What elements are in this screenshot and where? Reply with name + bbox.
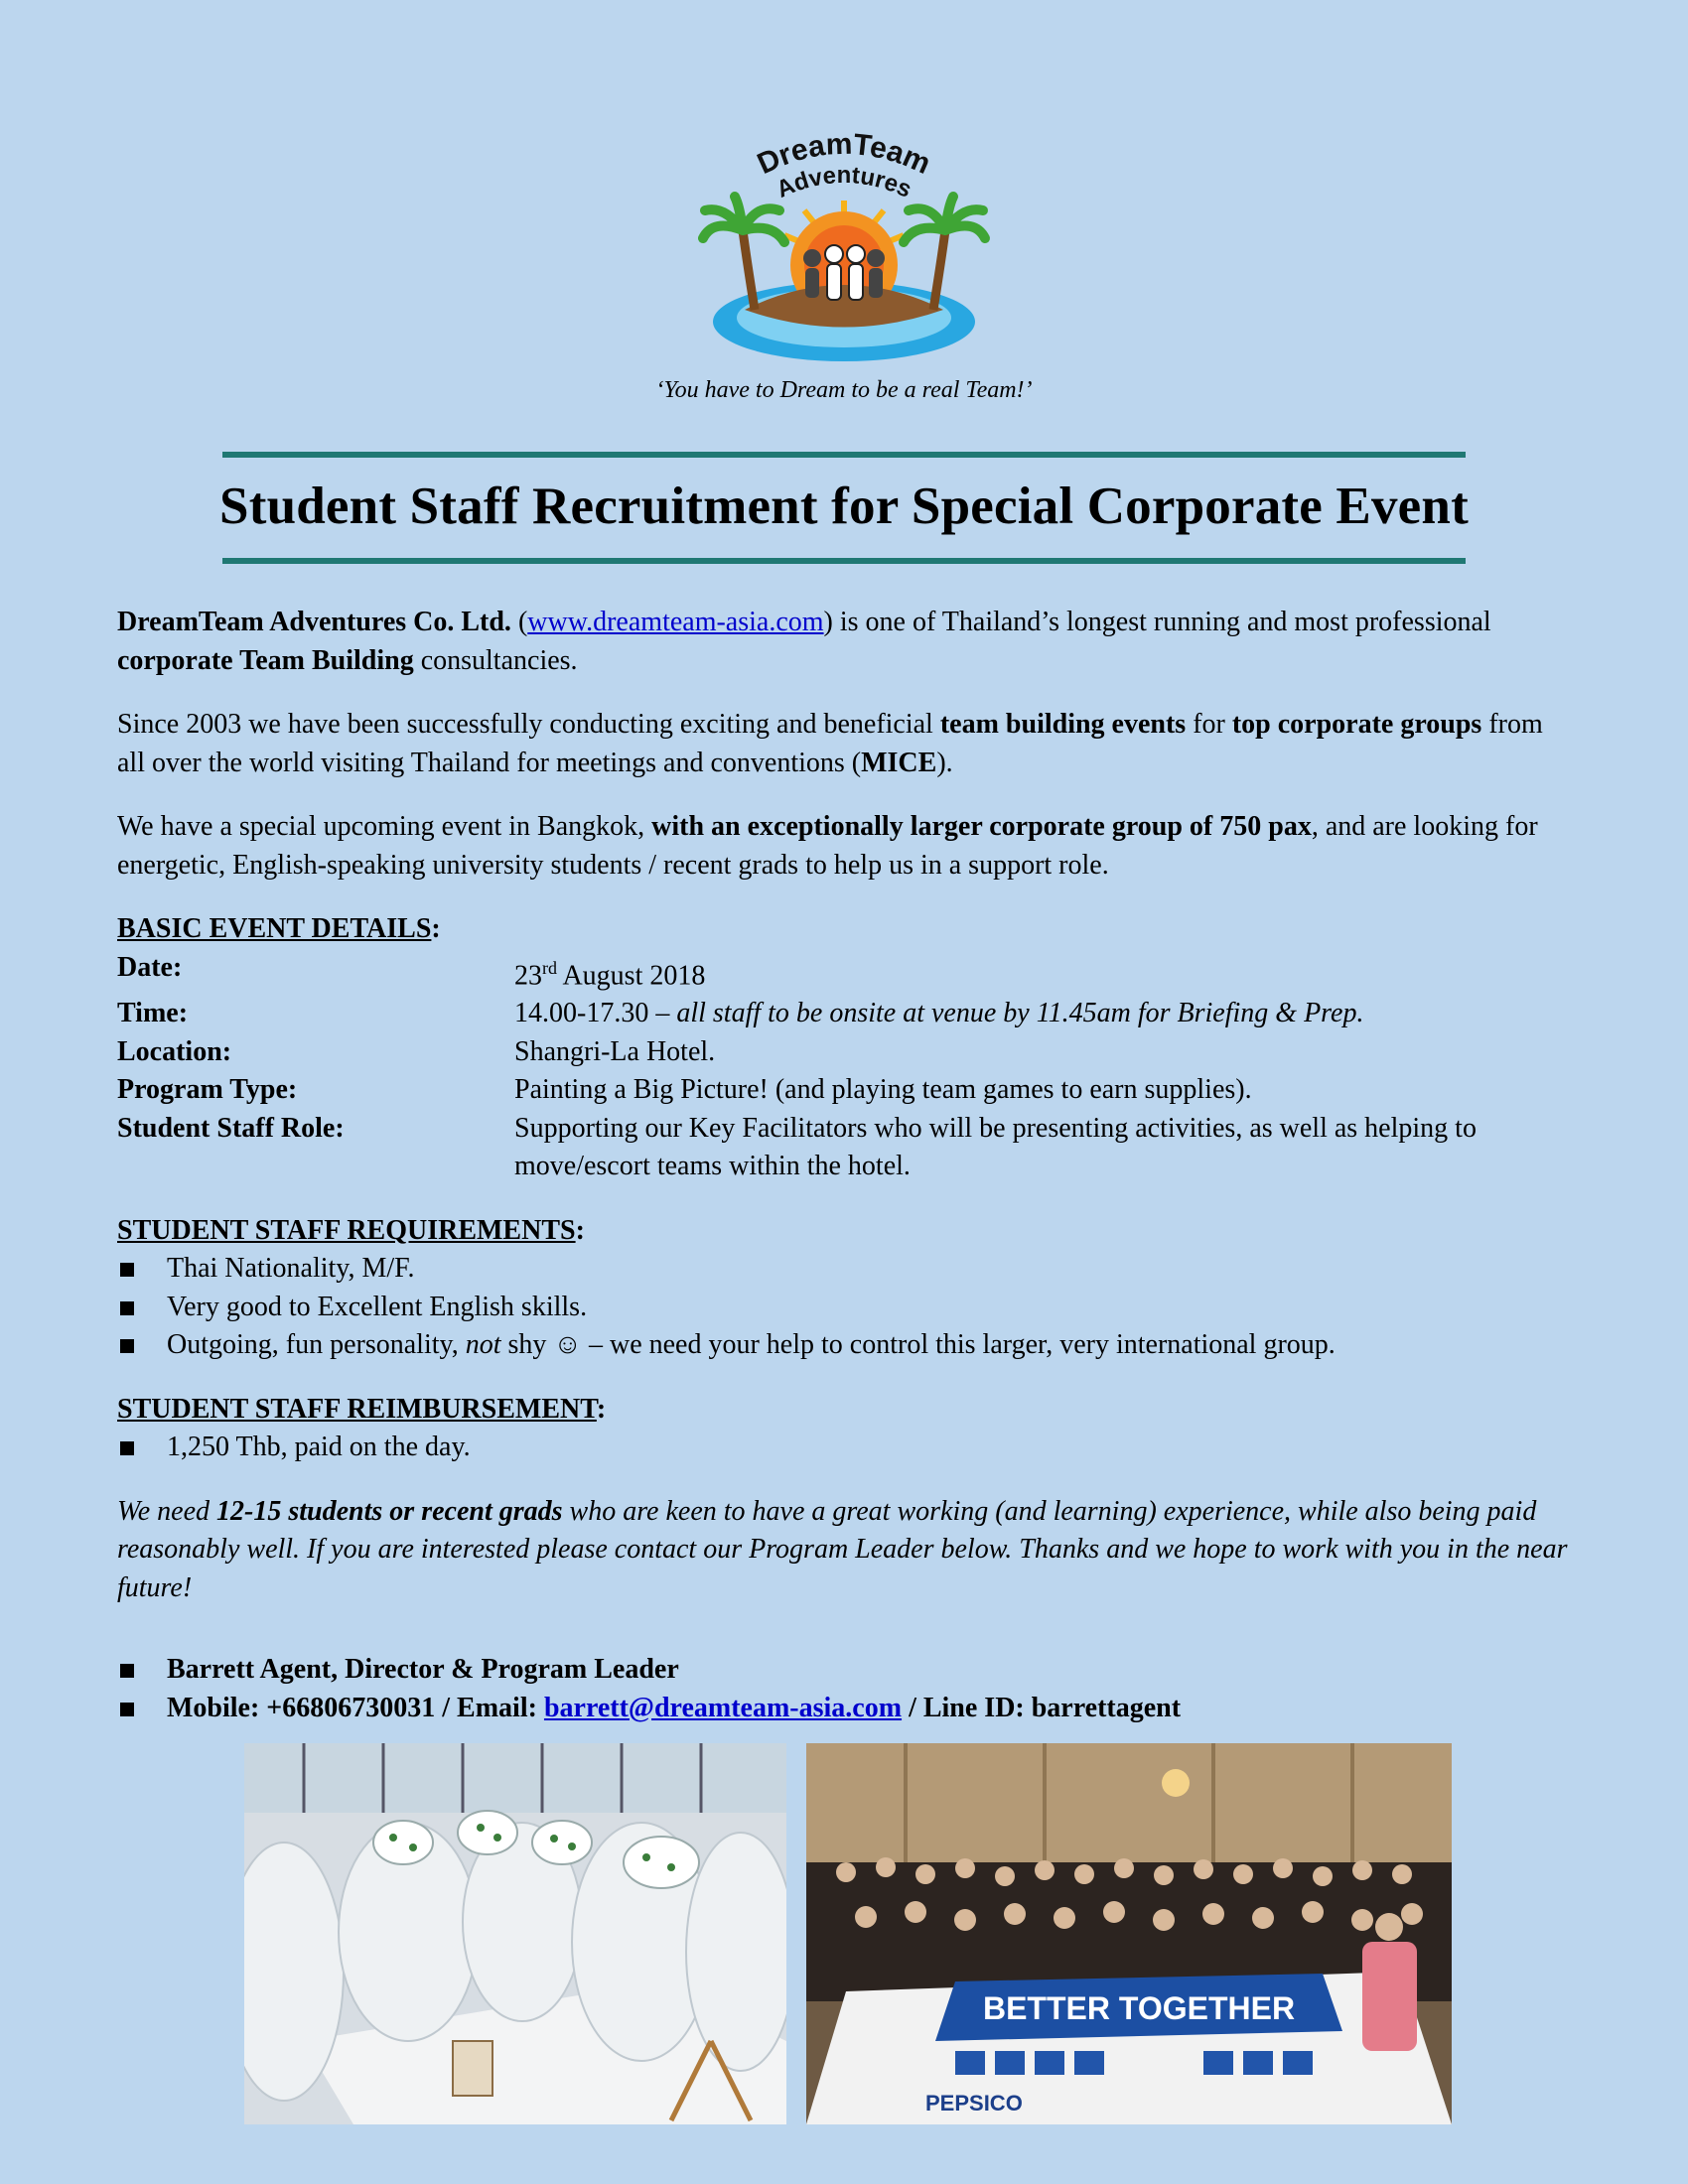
since-text-1: Since 2003 we have been successfully conducting exciting and beneficial <box>117 709 940 740</box>
requirements-heading-colon: : <box>575 1214 585 1246</box>
contact-name: Barrett Agent, Director & Program Leader <box>167 1654 679 1686</box>
date-day: 23 <box>514 959 542 991</box>
since-text-3: from all over the world visiting Thailand for meetings and conventions ( <box>117 709 1543 778</box>
intro-text-c: consultancies. <box>413 644 578 676</box>
requirement-text: Very good to Excellent English skills. <box>167 1291 588 1322</box>
contact-mobile: Mobile: +66806730031 / Email: <box>167 1692 544 1723</box>
location-label: Location: <box>117 1035 232 1067</box>
list-item <box>117 1289 1577 1327</box>
photo-students-painting <box>244 1743 786 2124</box>
details-row-date <box>117 949 1577 996</box>
requirements-heading: STUDENT STAFF REQUIREMENTS <box>117 1214 576 1246</box>
flyer-content <box>117 604 1577 1753</box>
closing-text-1: We need <box>117 1495 217 1527</box>
reimbursement-list <box>117 1429 1577 1467</box>
list-item <box>117 1326 1577 1365</box>
square-bullet-icon <box>120 1339 134 1353</box>
since-bold-3: MICE <box>861 747 937 778</box>
contact-line-id: / Line ID: barrettagent <box>902 1692 1182 1723</box>
details-row-time <box>117 995 1577 1033</box>
title-rule-bottom <box>222 558 1466 564</box>
requirements-section <box>117 1212 1577 1365</box>
tagline: ‘You have to Dream to be a real Team!’ <box>655 377 1033 403</box>
square-bullet-icon <box>120 1301 134 1315</box>
reimbursement-heading: STUDENT STAFF REIMBURSEMENT <box>117 1393 597 1425</box>
reimbursement-text: 1,250 Thb, paid on the day. <box>167 1432 471 1463</box>
requirement-text-italic: not <box>465 1329 501 1361</box>
time-note: all staff to be onsite at venue by 11.45am for Briefing & Prep. <box>676 998 1364 1029</box>
details-section <box>117 910 1577 1186</box>
details-heading: BASIC EVENT DETAILS <box>117 913 432 944</box>
details-table <box>117 949 1577 1186</box>
since-text-2: for <box>1186 709 1232 740</box>
requirement-text: Thai Nationality, M/F. <box>167 1253 415 1285</box>
photo-banner-text: BETTER TOGETHER <box>982 1990 1296 2026</box>
intro-bold-team-building: corporate Team Building <box>117 644 414 676</box>
intro-text-a: ( <box>510 607 528 637</box>
upcoming-text-1: We have a special upcoming event in Bangkok, <box>117 811 652 842</box>
since-bold-2: top corporate groups <box>1231 709 1482 740</box>
intro-text-b: ) is one of Thailand’s longest running and most professional <box>823 607 1491 637</box>
intro-paragraph <box>117 604 1577 680</box>
square-bullet-icon <box>120 1703 134 1716</box>
closing-bold: 12-15 students or recent grads <box>216 1495 563 1527</box>
upcoming-paragraph <box>117 808 1577 885</box>
since-paragraph <box>117 706 1577 782</box>
date-label: Date: <box>117 951 183 983</box>
closing-paragraph <box>117 1493 1577 1608</box>
photo-brand-text: PEPSICO <box>925 2091 1023 2116</box>
time-range: 14.00-17.30 – <box>514 998 677 1029</box>
role-label: Student Staff Role: <box>117 1112 345 1144</box>
list-item <box>117 1651 1577 1690</box>
email-link[interactable]: barrett@dreamteam-asia.com <box>543 1692 903 1723</box>
square-bullet-icon <box>120 1441 134 1455</box>
details-row-role <box>117 1110 1577 1186</box>
requirements-list <box>117 1250 1577 1365</box>
logo-text-line2: Adventures <box>773 162 916 204</box>
program-label: Program Type: <box>117 1074 298 1106</box>
requirement-text: shy ☺ – we need your help to control this larger, very international group. <box>500 1329 1336 1361</box>
time-value <box>514 995 1577 1033</box>
date-rest: August 2018 <box>557 959 706 991</box>
dreamteam-logo <box>695 111 993 371</box>
date-suffix: rd <box>542 957 557 978</box>
time-label: Time: <box>117 998 189 1029</box>
logo-text-line1: DreamTeam <box>752 127 935 182</box>
photo-group-event <box>806 1743 1452 2124</box>
contact-list <box>117 1651 1577 1727</box>
upcoming-bold-1: with an exceptionally larger corporate group of 750 pax <box>651 811 1312 842</box>
title-rule-top <box>222 452 1466 458</box>
upcoming-text-2: , and are looking for energetic, English-speaking university students / recent grads to help us in a support role. <box>117 811 1538 881</box>
page-title: Student Staff Recruitment for Special Corporate Event <box>219 478 1469 535</box>
closing-text-2: who are keen to have a great working (and learning) experience, while also being paid reasonably well. If you are interested please contact our Program Leader below. Thanks and we hope to work with you in the near future! <box>117 1495 1568 1603</box>
details-row-location <box>117 1033 1577 1072</box>
program-value: Painting a Big Picture! (and playing team games to earn supplies). <box>514 1074 1252 1106</box>
reimbursement-section <box>117 1391 1577 1467</box>
square-bullet-icon <box>120 1664 134 1678</box>
location-value: Shangri-La Hotel. <box>514 1035 716 1067</box>
details-heading-colon: : <box>431 913 441 944</box>
role-value: Supporting our Key Facilitators who will be presenting activities, as well as helping to move/escort teams within the hotel. <box>514 1112 1477 1182</box>
list-item <box>117 1690 1577 1728</box>
requirement-text: Outgoing, fun personality, <box>167 1329 466 1361</box>
details-row-program <box>117 1071 1577 1110</box>
since-bold-1: team building events <box>939 709 1187 740</box>
reimbursement-heading-colon: : <box>596 1393 607 1425</box>
date-value <box>514 949 1577 996</box>
website-link[interactable]: www.dreamteam-asia.com <box>527 607 824 637</box>
list-item <box>117 1250 1577 1289</box>
company-name: DreamTeam Adventures Co. Ltd. <box>117 607 511 637</box>
list-item <box>117 1429 1577 1467</box>
since-text-4: ). <box>936 747 953 778</box>
square-bullet-icon <box>120 1263 134 1277</box>
